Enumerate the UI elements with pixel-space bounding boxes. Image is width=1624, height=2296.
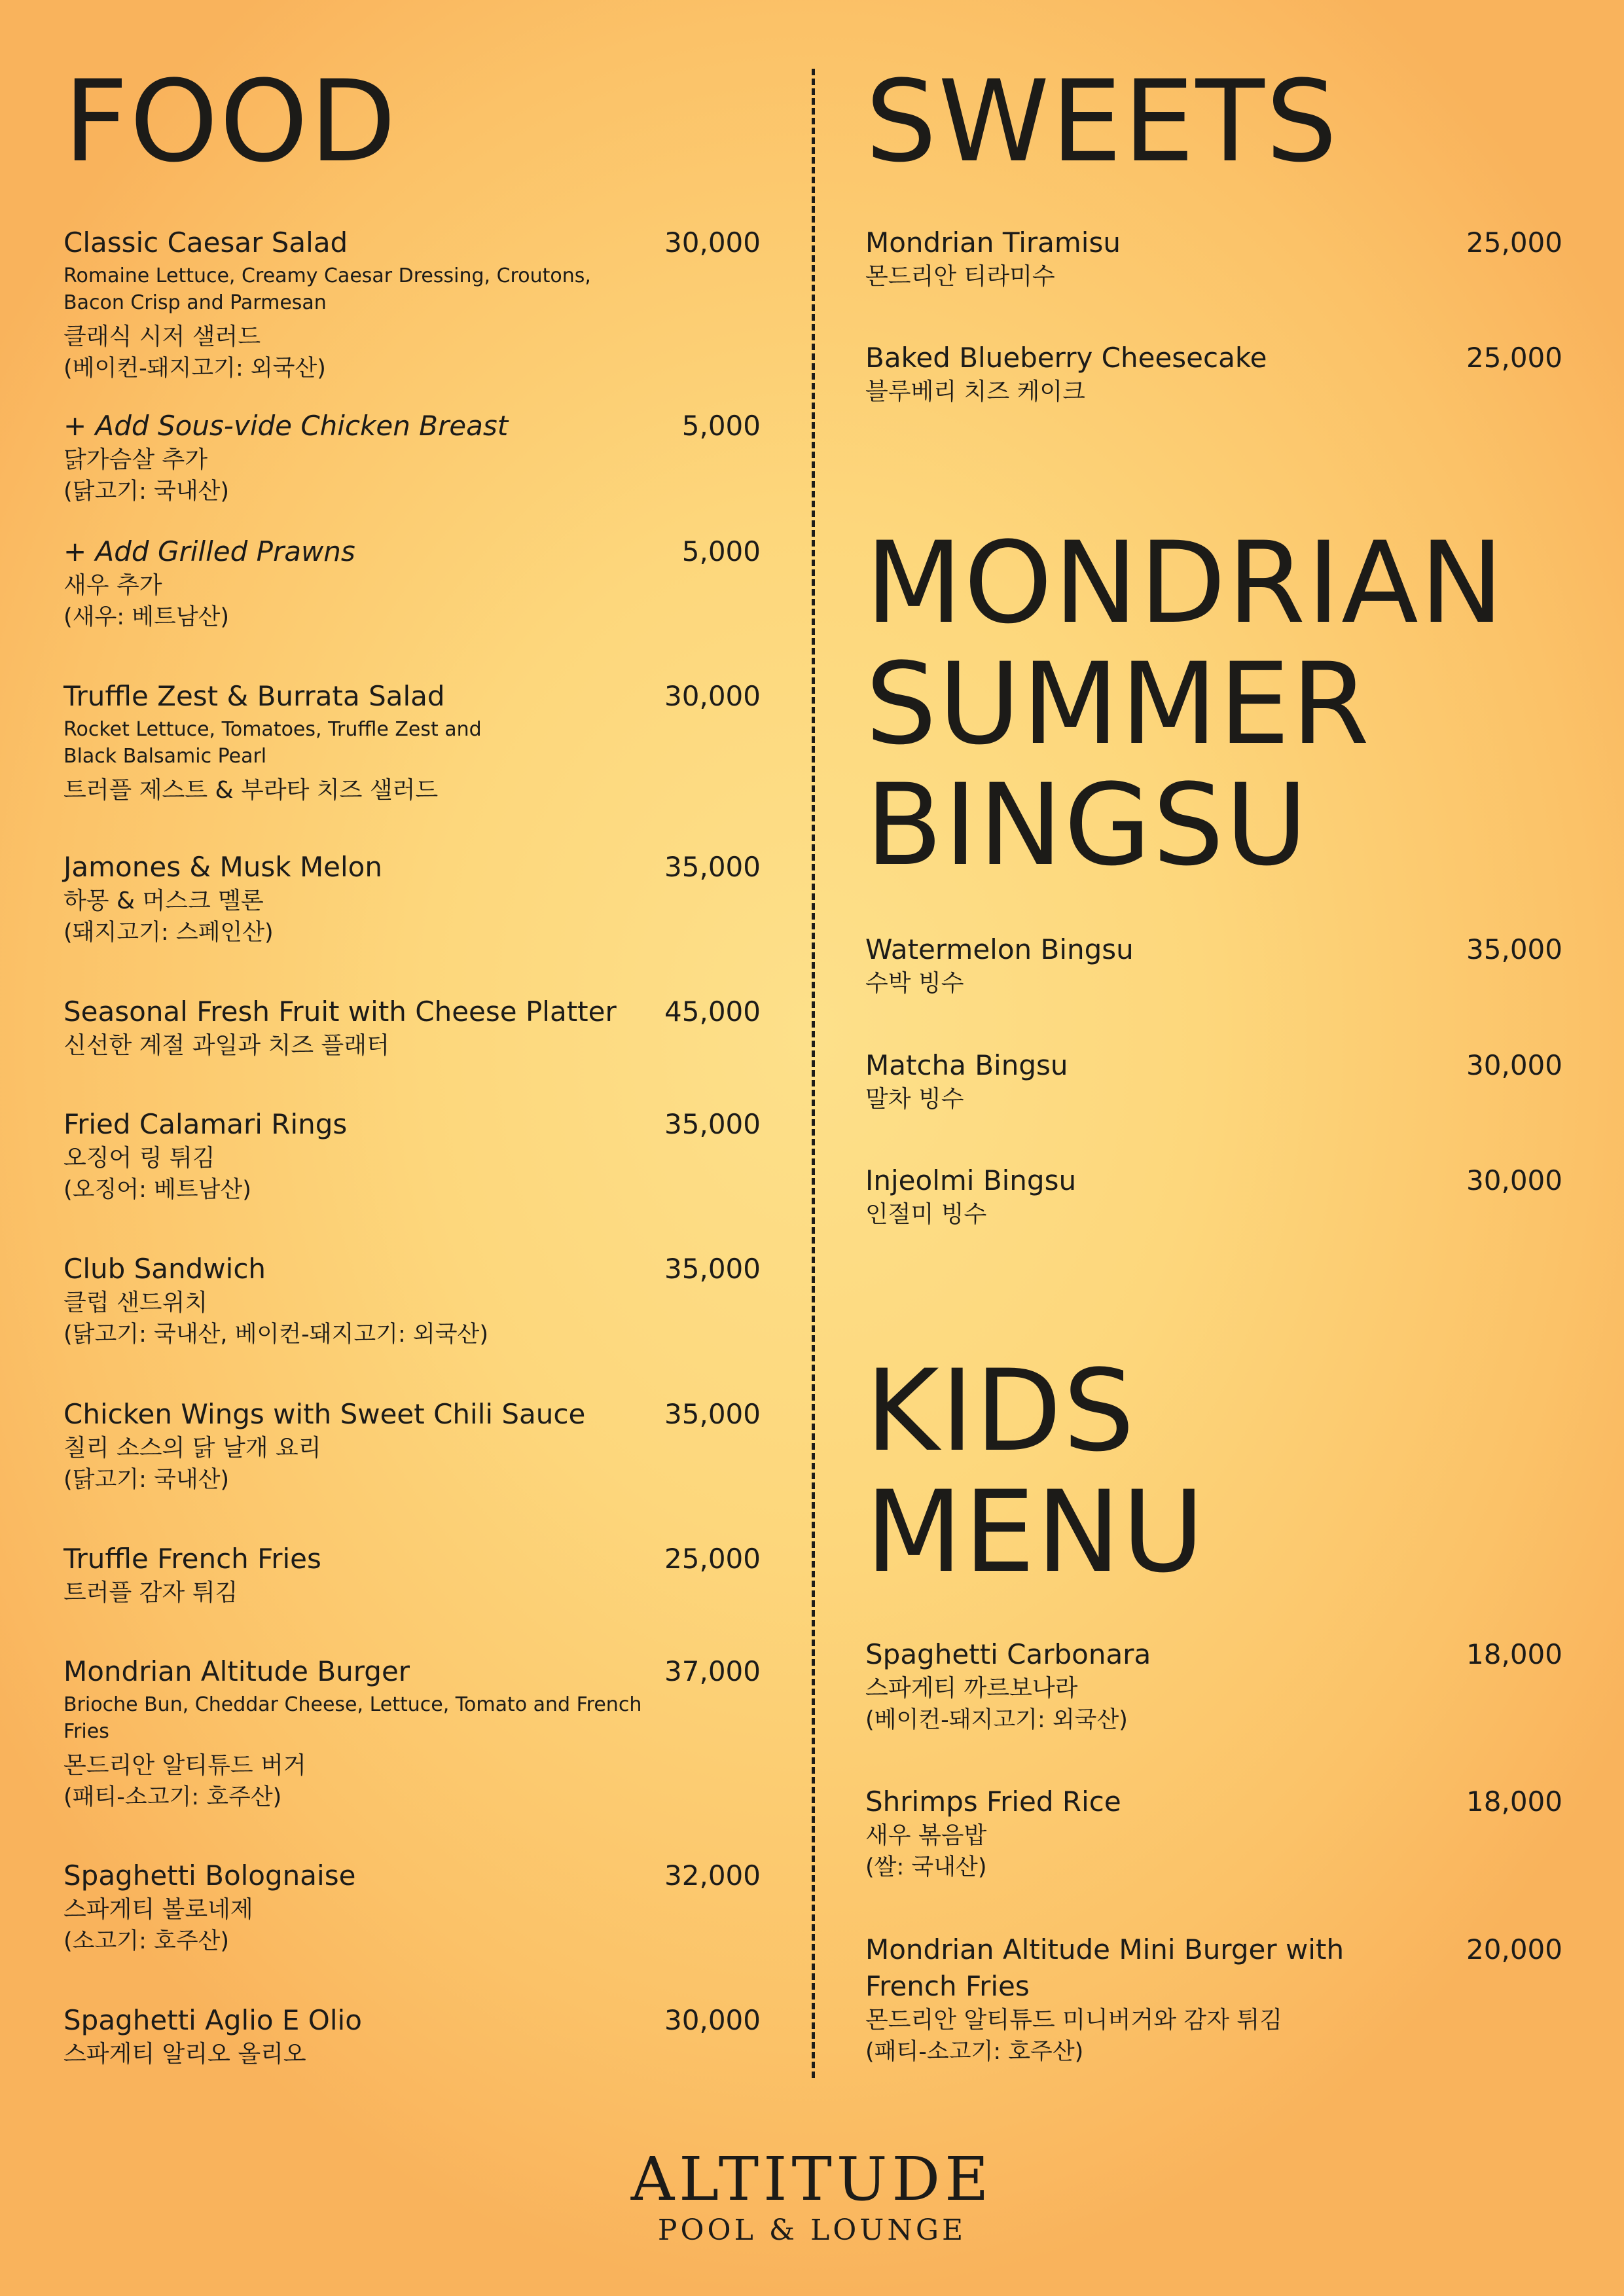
item-korean-name: 수박 빙수 bbox=[865, 970, 964, 997]
menu-item-jamones-melon bbox=[63, 849, 761, 948]
item-name: Watermelon Bingsu bbox=[865, 933, 1134, 965]
item-korean-name: 닭가슴살 추가 bbox=[63, 446, 208, 473]
item-korean-name: 클래식 시저 샐러드 bbox=[63, 323, 261, 350]
menu-item-chicken-wings bbox=[63, 1396, 761, 1496]
menu-item-club-sandwich bbox=[63, 1251, 761, 1350]
kids-heading-line-2: MENU bbox=[865, 1466, 1206, 1598]
menu-item-altitude-burger bbox=[63, 1653, 761, 1813]
item-price: 35,000 bbox=[664, 851, 761, 883]
sweets-heading: SWEETS bbox=[865, 56, 1339, 187]
item-origin: (새우: 베트남산) bbox=[63, 604, 230, 630]
item-name: Seasonal Fresh Fruit with Cheese Platter bbox=[63, 996, 617, 1028]
item-price: 37,000 bbox=[664, 1655, 761, 1687]
item-name: Fried Calamari Rings bbox=[63, 1108, 348, 1140]
item-origin: (베이컨-돼지고기: 외국산) bbox=[865, 1707, 1128, 1733]
bingsu-heading-line-2: SUMMER bbox=[865, 638, 1371, 770]
menu-item-burrata-salad bbox=[63, 678, 761, 806]
menu-item-bolognaise bbox=[63, 1857, 761, 1957]
item-korean-name: 하몽 & 머스크 멜론 bbox=[63, 888, 264, 914]
item-name: + Add Sous-vide Chicken Breast bbox=[63, 410, 509, 442]
item-description: Rocket Lettuce, Tomatoes, Truffle Zest and Black Balsamic Pearl bbox=[63, 718, 482, 768]
item-name: Chicken Wings with Sweet Chili Sauce bbox=[63, 1398, 586, 1430]
item-price: 30,000 bbox=[664, 226, 761, 259]
item-name: Mondrian Altitude Mini Burger with French Fries bbox=[865, 1933, 1344, 2002]
item-origin: (소고기: 호주산) bbox=[63, 1928, 230, 1954]
item-origin: (패티-소고기: 호주산) bbox=[865, 2039, 1084, 2065]
menu-item-calamari bbox=[63, 1106, 761, 1206]
item-korean-name: 스파게티 까르보나라 bbox=[865, 1675, 1078, 1702]
item-korean-name: 새우 볶음밥 bbox=[865, 1822, 987, 1849]
menu-item-fruit-cheese-platter bbox=[63, 994, 761, 1062]
item-price: 25,000 bbox=[1466, 342, 1562, 374]
item-korean-name: 트러플 제스트 & 부라타 치즈 샐러드 bbox=[63, 777, 439, 804]
item-korean-name: 인절미 빙수 bbox=[865, 1201, 987, 1228]
item-price: 35,000 bbox=[1466, 933, 1562, 965]
item-korean-name: 오징어 링 튀김 bbox=[63, 1145, 215, 1172]
menu-item-injeolmi-bingsu bbox=[865, 1162, 1562, 1230]
menu-item-tiramisu bbox=[865, 224, 1562, 293]
logo-subtitle: POOL & LOUNGE bbox=[657, 2214, 967, 2247]
item-korean-name: 몬드리안 티라미수 bbox=[865, 263, 1055, 290]
menu-item-truffle-fries bbox=[63, 1541, 761, 1609]
item-korean-name: 말차 빙수 bbox=[865, 1086, 964, 1113]
item-origin: (닭고기: 국내산) bbox=[63, 1467, 230, 1493]
menu-item-watermelon-bingsu bbox=[865, 931, 1562, 999]
item-korean-name: 스파게티 볼로네제 bbox=[63, 1896, 253, 1923]
food-heading: FOOD bbox=[63, 56, 398, 187]
menu-item-caesar-salad bbox=[63, 224, 761, 384]
item-origin: (패티-소고기: 호주산) bbox=[63, 1784, 282, 1810]
altitude-logo bbox=[0, 2144, 1624, 2249]
item-name: Classic Caesar Salad bbox=[63, 226, 348, 259]
menu-item-aglio-olio bbox=[63, 2002, 761, 2070]
menu-item-add-prawns bbox=[63, 533, 761, 633]
item-origin: (오징어: 베트남산) bbox=[63, 1177, 251, 1203]
logo-wordmark: ALTITUDE bbox=[630, 2144, 994, 2214]
item-price: 32,000 bbox=[664, 1859, 761, 1892]
item-origin: (닭고기: 국내산) bbox=[63, 478, 230, 505]
item-price: 35,000 bbox=[664, 1398, 761, 1430]
item-origin: (닭고기: 국내산, 베이컨-돼지고기: 외국산) bbox=[63, 1321, 488, 1348]
column-divider bbox=[812, 69, 815, 2078]
item-korean-name: 신선한 계절 과일과 치즈 플래터 bbox=[63, 1032, 389, 1059]
item-korean-name: 몬드리안 알티튜드 버거 bbox=[63, 1752, 306, 1779]
item-price: 35,000 bbox=[664, 1253, 761, 1285]
item-price: 5,000 bbox=[681, 410, 761, 442]
item-name: Spaghetti Bolognaise bbox=[63, 1859, 356, 1892]
item-price: 30,000 bbox=[664, 680, 761, 712]
menu-item-matcha-bingsu bbox=[865, 1047, 1562, 1115]
bingsu-heading-line-1: MONDRIAN bbox=[865, 517, 1506, 649]
item-origin: (쌀: 국내산) bbox=[865, 1854, 987, 1880]
item-korean-name: 트러플 감자 튀김 bbox=[63, 1579, 238, 1606]
item-price: 18,000 bbox=[1466, 1785, 1562, 1818]
item-name: + Add Grilled Prawns bbox=[63, 535, 355, 567]
menu-item-kids-fried-rice bbox=[865, 1784, 1562, 1883]
item-name: Injeolmi Bingsu bbox=[865, 1164, 1077, 1196]
item-name: Truffle French Fries bbox=[63, 1543, 321, 1575]
item-price: 35,000 bbox=[664, 1108, 761, 1140]
item-origin: (돼지고기: 스페인산) bbox=[63, 920, 274, 946]
item-origin: (베이컨-돼지고기: 외국산) bbox=[63, 355, 326, 382]
bingsu-heading-line-3: BINGSU bbox=[865, 759, 1309, 891]
item-price: 30,000 bbox=[1466, 1164, 1562, 1196]
item-korean-name: 새우 추가 bbox=[63, 572, 162, 599]
item-name: Mondrian Altitude Burger bbox=[63, 1655, 410, 1687]
item-name: Spaghetti Aglio E Olio bbox=[63, 2004, 362, 2036]
item-name: Truffle Zest & Burrata Salad bbox=[63, 680, 445, 712]
item-description: Brioche Bun, Cheddar Cheese, Lettuce, Tomato and French Fries bbox=[63, 1693, 642, 1743]
item-name: Matcha Bingsu bbox=[865, 1049, 1068, 1081]
item-price: 18,000 bbox=[1466, 1638, 1562, 1670]
item-price: 30,000 bbox=[1466, 1049, 1562, 1081]
item-price: 5,000 bbox=[681, 535, 761, 567]
item-price: 25,000 bbox=[664, 1543, 761, 1575]
item-name: Spaghetti Carbonara bbox=[865, 1638, 1151, 1670]
item-name: Club Sandwich bbox=[63, 1253, 266, 1285]
item-name: Shrimps Fried Rice bbox=[865, 1785, 1121, 1818]
item-korean-name: 블루베리 치즈 케이크 bbox=[865, 378, 1085, 405]
item-price: 25,000 bbox=[1466, 226, 1562, 259]
menu-item-add-chicken bbox=[63, 408, 761, 507]
kids-heading-line-1: KIDS bbox=[865, 1345, 1136, 1477]
item-korean-name: 칠리 소스의 닭 날개 요리 bbox=[63, 1435, 321, 1462]
menu-item-kids-carbonara bbox=[865, 1636, 1562, 1736]
item-korean-name: 클럽 샌드위치 bbox=[63, 1289, 208, 1316]
item-price: 20,000 bbox=[1466, 1933, 1562, 1965]
item-korean-name: 스파게티 알리오 올리오 bbox=[63, 2041, 306, 2068]
item-korean-name: 몬드리안 알티튜드 미니버거와 감자 튀김 bbox=[865, 2007, 1282, 2034]
item-name: Mondrian Tiramisu bbox=[865, 226, 1121, 259]
menu-item-kids-mini-burger bbox=[865, 1931, 1562, 2068]
item-price: 45,000 bbox=[664, 996, 761, 1028]
item-name: Baked Blueberry Cheesecake bbox=[865, 342, 1267, 374]
menu-item-blueberry-cheesecake bbox=[865, 340, 1562, 408]
item-description: Romaine Lettuce, Creamy Caesar Dressing, Croutons, Bacon Crisp and Parmesan bbox=[63, 264, 591, 314]
item-name: Jamones & Musk Melon bbox=[63, 851, 382, 883]
item-price: 30,000 bbox=[664, 2004, 761, 2036]
